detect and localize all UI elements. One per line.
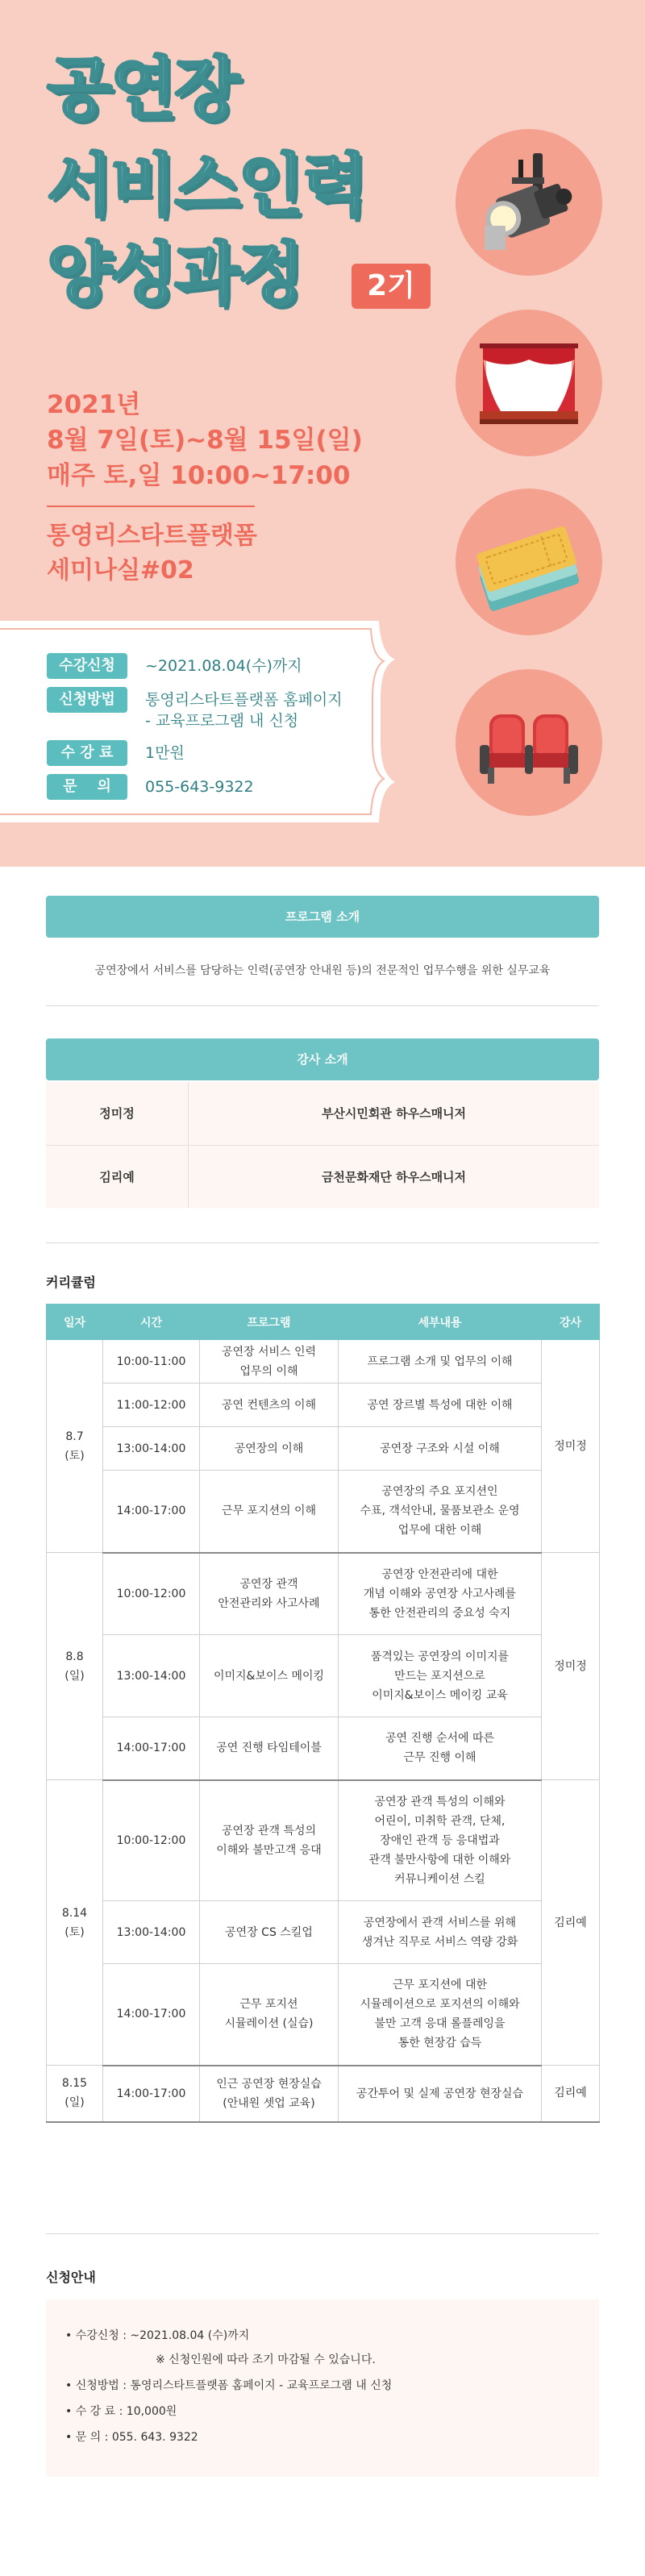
info-value-line: 055-643-9322 (145, 778, 254, 796)
info-value-method (145, 687, 343, 731)
time-cell: 13:00-14:00 (103, 1635, 200, 1717)
detail-cell (339, 1427, 542, 1471)
place-line-2: 세미나실#02 (47, 556, 194, 585)
detail-cell-line: 공연장 안전관리에 대한 (381, 1567, 498, 1581)
table-row (47, 1471, 600, 1553)
tickets-icon (456, 489, 602, 635)
info-value-line: 통영리스타트플랫폼 홈페이지 (145, 691, 343, 709)
date-cell-line: 8.14 (61, 1906, 88, 1920)
detail-cell-line: 관객 불만사항에 대한 이해와 (368, 1853, 511, 1866)
detail-cell (339, 1384, 542, 1427)
detail-cell-line: 장애인 관객 등 응대법과 (380, 1833, 500, 1847)
instructor-org: 부산시민회관 하우스매니저 (321, 1106, 467, 1121)
seats-circle (456, 669, 602, 816)
time-cell: 10:00-12:00 (103, 1780, 200, 1901)
generation-badge: 2기 (352, 264, 431, 309)
divider (46, 1005, 599, 1006)
teacher-cell: 정미정 (542, 1553, 600, 1780)
detail-cell-line: 수표, 객석안내, 물품보관소 운영 (360, 1504, 520, 1518)
info-label-method: 신청방법 (47, 687, 127, 713)
table-row (47, 1717, 600, 1780)
program-cell (200, 1471, 339, 1553)
date-cell (47, 1340, 103, 1553)
time-cell: 10:00-11:00 (103, 1340, 200, 1384)
program-cell (200, 1340, 339, 1384)
program-cell-line: 이미지&보이스 메이킹 (213, 1669, 325, 1683)
title-line-1: 공연장 (47, 49, 239, 128)
program-cell-line: 공연장의 이해 (234, 1442, 304, 1455)
detail-cell-line: 공연 장르별 특성에 대한 이해 (367, 1398, 513, 1412)
stage-circle (456, 310, 602, 456)
instructor-name: 김리예 (46, 1146, 189, 1208)
program-cell (200, 1553, 339, 1635)
program-cell-line: 공연 컨텐츠의 이해 (221, 1398, 317, 1412)
info-ticket (0, 621, 411, 822)
program-cell-line: 공연 진행 타임테이블 (216, 1742, 322, 1755)
apply-line: • 문 의 : 055. 643. 9322 (65, 2431, 198, 2444)
date-line-period: 8월 7일(토)~8월 15일(일) (47, 426, 363, 455)
divider (46, 2233, 599, 2234)
time-cell: 13:00-14:00 (103, 1901, 200, 1964)
program-cell-line: 공연장 서비스 인력 (221, 1345, 317, 1359)
date-cell-line: (일) (64, 2096, 85, 2110)
teacher-cell: 정미정 (542, 1340, 600, 1553)
table-row (47, 1901, 600, 1964)
info-label-deadline: 수강신청 (47, 653, 127, 679)
program-cell (200, 1901, 339, 1964)
program-cell-line: 근무 포지션 (239, 1998, 298, 2012)
detail-cell-line: 공연장 구조와 시설 이해 (380, 1442, 500, 1455)
detail-cell (339, 1340, 542, 1384)
time-cell: 14:00-17:00 (103, 1964, 200, 2066)
program-cell (200, 1717, 339, 1780)
date-cell-line: 8.15 (61, 2077, 88, 2091)
detail-cell-line: 공연장 관객 특성의 이해와 (374, 1795, 506, 1808)
apply-heading: 신청안내 (46, 2270, 96, 2285)
detail-cell (339, 1964, 542, 2066)
column-header: 세부내용 (339, 1305, 542, 1340)
detail-cell-line: 근무 포지션에 대한 (392, 1979, 488, 1992)
program-description: 공연장에서 서비스를 담당하는 인력(공연장 안내원 등)의 전문적인 업무수행을 위한 실무교육 (94, 964, 551, 977)
date-cell-line: (토) (64, 1449, 85, 1463)
table-header-row (47, 1305, 600, 1340)
column-header: 강사 (542, 1305, 600, 1340)
place-line-1: 통영리스타트플랫폼 (47, 522, 257, 550)
date-line-time: 매주 토,일 10:00~17:00 (47, 461, 351, 490)
column-header: 시간 (103, 1305, 200, 1340)
time-cell: 14:00-17:00 (103, 1717, 200, 1780)
date-cell (47, 1553, 103, 1780)
date-cell-line: 8.8 (65, 1650, 84, 1663)
detail-cell (339, 1553, 542, 1635)
info-label-contact: 문 의 (47, 774, 127, 800)
info-value-contact (145, 774, 254, 797)
program-cell (200, 1780, 339, 1901)
date-cell-line: (토) (64, 1925, 85, 1939)
divider (46, 1242, 599, 1243)
table-row (47, 1427, 600, 1471)
info-value-deadline (145, 653, 302, 676)
theater-seats-icon (456, 669, 602, 816)
curriculum-table (46, 1304, 600, 2123)
detail-cell-line: 불만 고객 응대 롤플레잉을 (374, 2017, 506, 2031)
info-row-deadline (47, 653, 302, 679)
detail-cell-line: 개념 이해와 공연장 사고사례를 (363, 1587, 517, 1600)
detail-cell-line: 커뮤니케이션 스킬 (394, 1872, 485, 1886)
program-cell (200, 2066, 339, 2122)
curriculum-body (47, 1340, 600, 2122)
time-cell: 10:00-12:00 (103, 1553, 200, 1635)
column-header: 일자 (47, 1305, 103, 1340)
detail-cell-line: 만드는 포지션으로 (394, 1669, 485, 1683)
apply-info-box (46, 2299, 599, 2477)
info-value-line: ~2021.08.04(수)까지 (145, 657, 302, 675)
detail-cell-line: 시뮬레이션으로 포지션의 이해와 (360, 1998, 520, 2012)
detail-cell-line: 공연장에서 관객 서비스를 위해 (363, 1916, 517, 1929)
detail-cell-line: 어린이, 미취학 관객, 단체, (374, 1814, 506, 1828)
divider (47, 506, 255, 507)
detail-cell-line: 통한 안전관리의 중요성 숙지 (368, 1606, 511, 1620)
detail-cell-line: 공연 진행 순서에 따른 (385, 1732, 495, 1746)
spotlight-icon (456, 129, 602, 276)
program-cell-line: 공연장 CS 스킬업 (225, 1925, 313, 1939)
program-cell (200, 1384, 339, 1427)
detail-cell-line: 이미지&보이스 메이킹 교육 (372, 1688, 508, 1702)
detail-cell-line: 근무 진행 이해 (403, 1751, 476, 1765)
program-cell-line: 안전관리와 사고사례 (218, 1596, 320, 1610)
date-block (47, 387, 363, 493)
time-cell: 14:00-17:00 (103, 1471, 200, 1553)
info-label-fee: 수 강 료 (47, 740, 127, 766)
curriculum-heading: 커리큘럼 (46, 1275, 96, 1290)
apply-line: • 수강신청 : ~2021.08.04 (수)까지 (65, 2329, 250, 2342)
program-cell-line: 인근 공연장 현장실습 (216, 2077, 322, 2091)
time-cell: 11:00-12:00 (103, 1384, 200, 1427)
detail-cell (339, 1717, 542, 1780)
table-row (47, 1780, 600, 1901)
info-value-line: 1만원 (145, 744, 185, 762)
detail-cell (339, 1471, 542, 1553)
info-value-line: - 교육프로그램 내 신청 (145, 712, 299, 730)
info-row-method (47, 687, 343, 731)
instructor-row (46, 1145, 599, 1208)
detail-cell-line: 생겨난 직무로 서비스 역량 강화 (361, 1935, 518, 1949)
detail-cell (339, 1901, 542, 1964)
program-cell-line: 공연장 관객 (239, 1577, 298, 1591)
date-cell-line: (일) (64, 1669, 85, 1683)
detail-cell (339, 1635, 542, 1717)
title-line-2: 서비스인력 (47, 146, 366, 225)
program-cell (200, 1427, 339, 1471)
info-value-fee (145, 740, 185, 764)
table-row (47, 1384, 600, 1427)
date-line-year: 2021년 (47, 390, 141, 419)
instructor-row (46, 1082, 599, 1145)
instructor-name: 정미정 (46, 1082, 189, 1145)
time-cell: 14:00-17:00 (103, 2066, 200, 2122)
date-cell (47, 2066, 103, 2122)
program-cell (200, 1635, 339, 1717)
program-cell-line: 근무 포지션의 이해 (221, 1504, 317, 1518)
detail-cell-line: 품격있는 공연장의 이미지를 (370, 1650, 510, 1663)
detail-cell-line: 공간투어 및 실제 공연장 현장실습 (356, 2087, 524, 2100)
table-row (47, 1340, 600, 1384)
program-cell-line: (안내원 셋업 교육) (223, 2096, 315, 2110)
program-cell (200, 1964, 339, 2066)
date-cell-line: 8.7 (65, 1429, 84, 1443)
tickets-circle (456, 489, 602, 635)
program-heading: 프로그램 소개 (46, 896, 599, 938)
program-cell-line: 시뮬레이션 (실습) (224, 2017, 314, 2031)
table-row (47, 1553, 600, 1635)
program-cell-line: 공연장 관객 특성의 (221, 1824, 317, 1837)
info-row-contact (47, 774, 254, 800)
table-row (47, 1635, 600, 1717)
detail-cell (339, 1780, 542, 1901)
apply-line: • 수 강 료 : 10,000원 (65, 2405, 177, 2418)
teacher-cell: 김리예 (542, 2066, 600, 2122)
info-row-fee (47, 740, 185, 766)
program-cell-line: 업무의 이해 (239, 1364, 298, 1378)
date-cell (47, 1780, 103, 2066)
detail-cell-line: 공연장의 주요 포지션인 (381, 1485, 498, 1499)
title-line-3: 양성과정 (47, 235, 302, 314)
stage-curtain-icon (456, 310, 602, 456)
instructor-org: 금천문화재단 하우스매니저 (321, 1170, 467, 1184)
table-row (47, 1964, 600, 2066)
table-row (47, 2066, 600, 2122)
place-block (47, 518, 257, 588)
spotlight-circle (456, 129, 602, 276)
hero-section (0, 0, 645, 867)
detail-cell-line: 통한 현장감 습득 (397, 2037, 482, 2050)
column-header: 프로그램 (200, 1305, 339, 1340)
detail-cell (339, 2066, 542, 2122)
time-cell: 13:00-14:00 (103, 1427, 200, 1471)
program-cell-line: 이해와 불만고객 응대 (216, 1843, 322, 1857)
detail-cell-line: 업무에 대한 이해 (397, 1524, 482, 1538)
apply-note: ※ 신청인원에 따라 조기 마감될 수 있습니다. (156, 2353, 376, 2366)
instructors-heading: 강사 소개 (46, 1038, 599, 1080)
detail-cell-line: 프로그램 소개 및 업무의 이해 (367, 1355, 513, 1368)
teacher-cell: 김리예 (542, 1780, 600, 2066)
apply-line: • 신청방법 : 통영리스타트플랫폼 홈페이지 - 교육프로그램 내 신청 (65, 2379, 393, 2392)
